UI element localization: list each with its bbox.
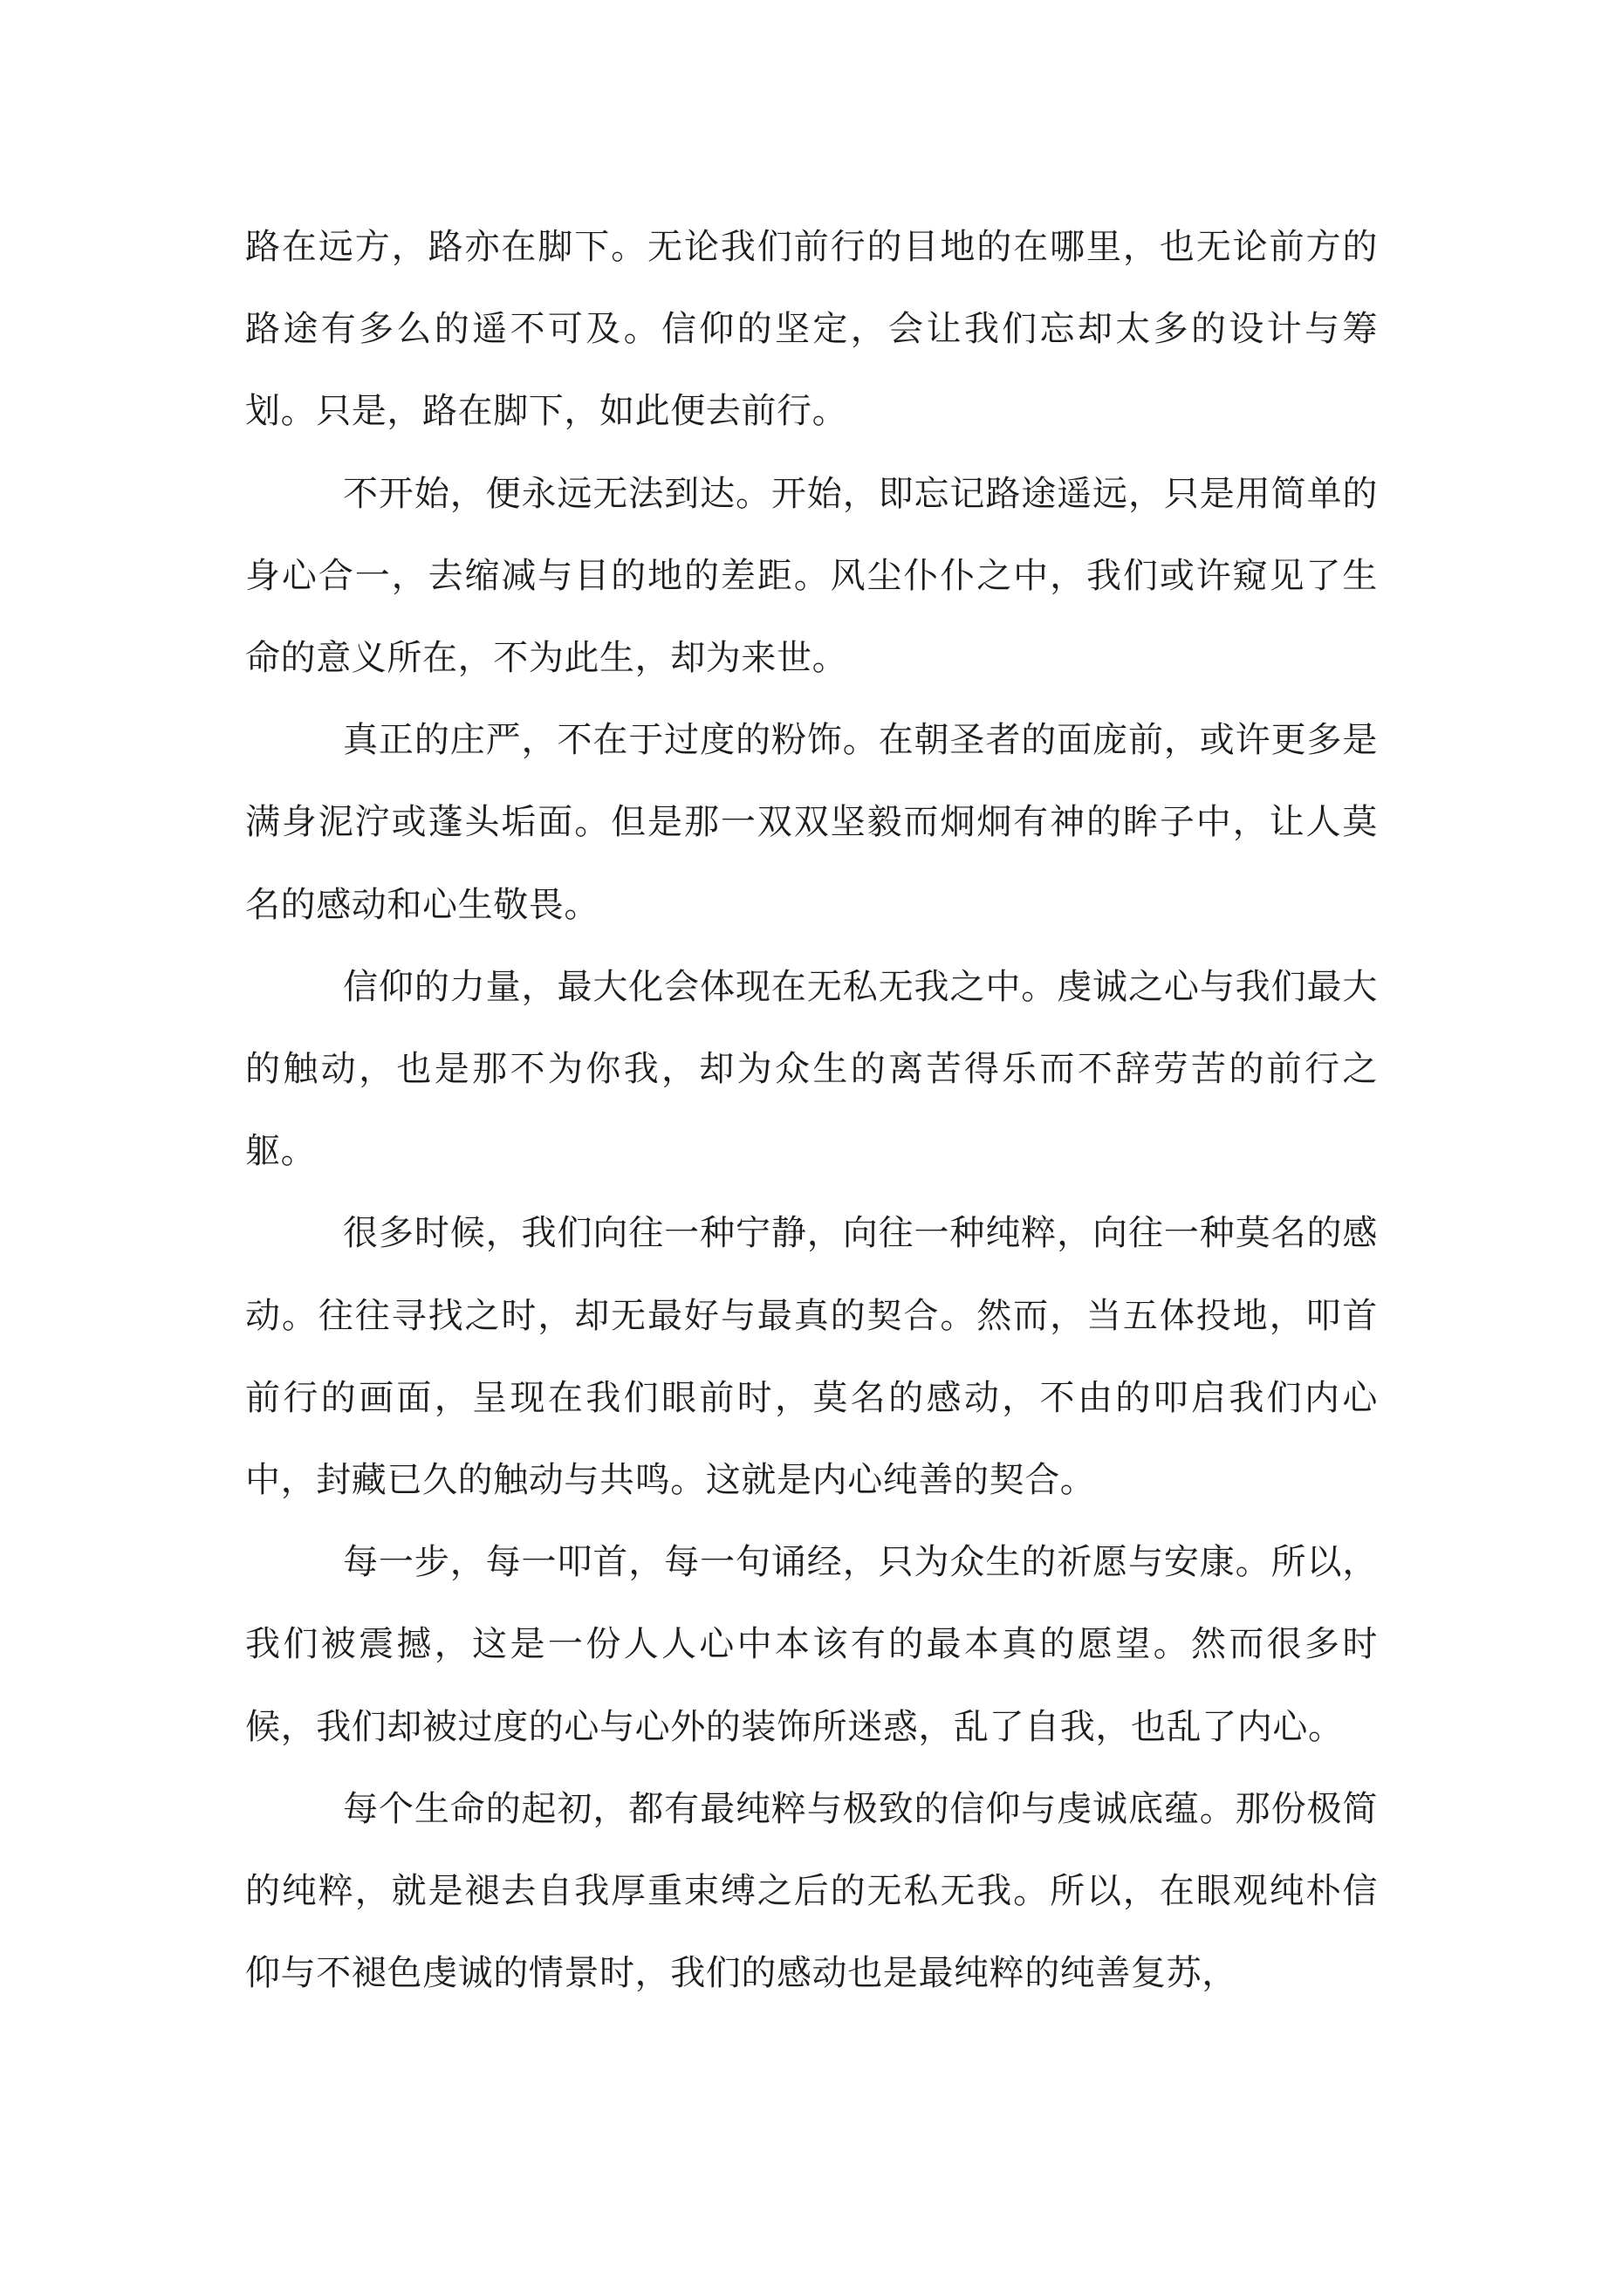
paragraph-7: 每个生命的起初，都有最纯粹与极致的信仰与虔诚底蕴。那份极简的纯粹，就是褪去自我厚重束缚之后的无私无我。所以，在眼观纯朴信仰与不褪色虔诚的情景时，我们的感动也是最纯粹的纯善复苏，: [245, 1788, 1378, 1994]
paragraph-6: 每一步，每一叩首，每一句诵经，只为众生的祈愿与安康。所以，我们被震撼，这是一份人人心中本该有的最本真的愿望。然而很多时候，我们却被过度的心与心外的装饰所迷惑，乱了自我，也乱了内心。: [245, 1542, 1378, 1747]
paragraph-2: 不开始，便永远无法到达。开始，即忘记路途遥远，只是用简单的身心合一，去缩减与目的地的差距。风尘仆仆之中，我们或许窥见了生命的意义所在，不为此生，却为来世。: [245, 473, 1378, 679]
paragraph-4: 信仰的力量，最大化会体现在无私无我之中。虔诚之心与我们最大的触动，也是那不为你我，却为众生的离苦得乐而不辞劳苦的前行之躯。: [245, 966, 1378, 1172]
paragraph-1: 路在远方，路亦在脚下。无论我们前行的目地的在哪里，也无论前方的路途有多么的遥不可及。信仰的坚定，会让我们忘却太多的设计与筹划。只是，路在脚下，如此便去前行。: [245, 227, 1378, 432]
document-body: [245, 206, 1378, 2014]
paragraph-5: 很多时候，我们向往一种宁静，向往一种纯粹，向往一种莫名的感动。往往寻找之时，却无最好与最真的契合。然而，当五体投地，叩首前行的画面，呈现在我们眼前时，莫名的感动，不由的叩启我们内心中，封藏已久的触动与共鸣。这就是内心纯善的契合。: [245, 1213, 1378, 1501]
paragraph-3: 真正的庄严，不在于过度的粉饰。在朝圣者的面庞前，或许更多是满身泥泞或蓬头垢面。但是那一双双坚毅而炯炯有神的眸子中，让人莫名的感动和心生敬畏。: [245, 720, 1378, 925]
